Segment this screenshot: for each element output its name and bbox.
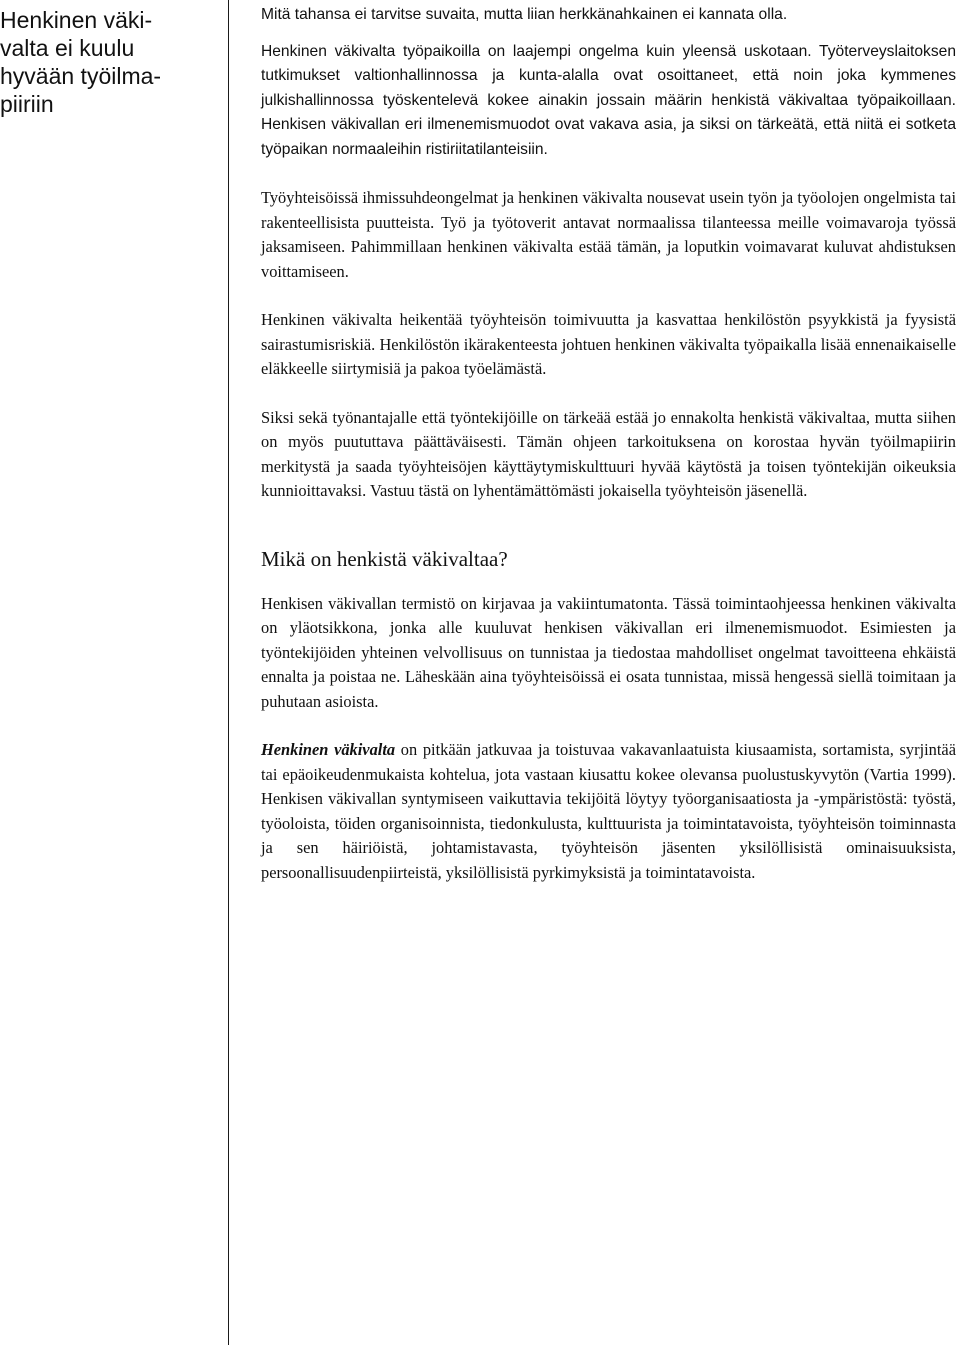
defined-term: Henkinen väkivalta	[261, 740, 396, 759]
paragraph-6	[261, 738, 956, 885]
vertical-divider	[228, 0, 229, 1345]
paragraph-1: Henkinen väkivalta työpaikoilla on laajempi ongelma kuin yleensä uskotaan. Työterveyslaitoksen tutkimukset valtionhallinnossa ja kunta-alalla ovat osoittaneet, että noin joka kymmenes julkishallinnossa työskentelevä kokee ainakin jossain määrin henkistä väkivaltaa työpaikoillaan. Henkisen väkivallan eri ilmenemismuodot ovat vakava asia, ja siksi on tärkeätä, että niitä ei sotketa työpaikan normaaleihin ristiriitatilanteisiin.	[261, 42, 956, 158]
paragraph-2: Työyhteisöissä ihmissuhdeongelmat ja henkinen väkivalta nousevat usein työn ja työolojen ongelmista tai rakenteellisista puutteista. Työ ja työtoverit antavat normaalissa tilanteessa meille voimavaroja työssä jaksamiseen. Pahimmillaan henkinen väkivalta estää tämän, ja loputkin voimavarat kuluvat ahdistuksen voittamiseen.	[261, 188, 956, 281]
paragraph-3: Henkinen väkivalta heikentää työyhteisön toimivuutta ja kasvattaa henkilöstön psyykkistä ja fyysistä sairastumisriskiä. Henkilöstön ikärakenteesta johtuen henkinen väkivalta työpaikalla lisää ennenaikaiselle eläkkeelle siirtymisiä ja pakoa työelämästä.	[261, 310, 956, 378]
paragraph-5: Henkisen väkivallan termistö on kirjavaa ja vakiintumatonta. Tässä toimintaohjeessa henkinen väkivalta on yläotsikkona, jonka alle kuuluvat henkisen väkivallan eri ilmenemismuodot. Esimiesten ja työntekijöiden yhteinen velvollisuus on tunnistaa ja tiedostaa mahdolliset ongelmat tavoitteena ehkäistä ennalta ja poistaa ne. Läheskään aina työyhteisöissä ei osata tunnistaa, missä hengessä siellä toimitaan ja puhutaan asioista.	[261, 593, 956, 711]
section-title: Henkinen väki- valta ei kuulu hyvään työilma- piiriin	[0, 7, 162, 117]
section-heading: Mikä on henkistä väkivaltaa?	[261, 546, 508, 571]
paragraph-4: Siksi sekä työnantajalle että työntekijöille on tärkeää estää jo ennakolta henkistä väkivaltaa, mutta siihen on myös puututtava päättäväisesti. Tämän ohjeen tarkoituksena on korostaa hyvän työilmapiirin merkitystä ja saada työyhteisöjen käyttäytymiskulttuuri hyvää käytöstä ja toisen työntekijän oikeuksia kunnioittavaksi. Vastuu tästä on lyhentämättömästi jokaisella työyhteisön jäsenellä.	[261, 407, 956, 500]
main-text	[261, 3, 956, 885]
sidebar	[0, 6, 222, 118]
intro-line: Mitä tahansa ei tarvitse suvaita, mutta liian herkkänahkainen ei kannata olla.	[261, 6, 788, 23]
paragraph-6-text: on pitkään jatkuvaa ja toistuvaa vakavanlaatuista kiusaamista, sortamista, syrjintää tai epäoikeudenmukaista kohtelua, jota vastaan kiusattu kokee olevansa puolustuskyvytön (Vartia 1999). Henkisen väkivallan syntymiseen vaikuttavia tekijöitä löytyy työorganisaatiosta ja -ympäristöstä: työstä, työoloista, töiden organisoinnista, tiedonkulusta, kulttuurista ja toimintatavoista, työyhteisön toiminnasta ja sen häiriöistä, johtamistavasta, työyhteisön jäsenten yksilöllisistä ominaisuuksista, persoonallisuudenpiirteistä, yksilöllisistä pyrkimyksistä ja toimintatavoista.	[261, 740, 956, 882]
